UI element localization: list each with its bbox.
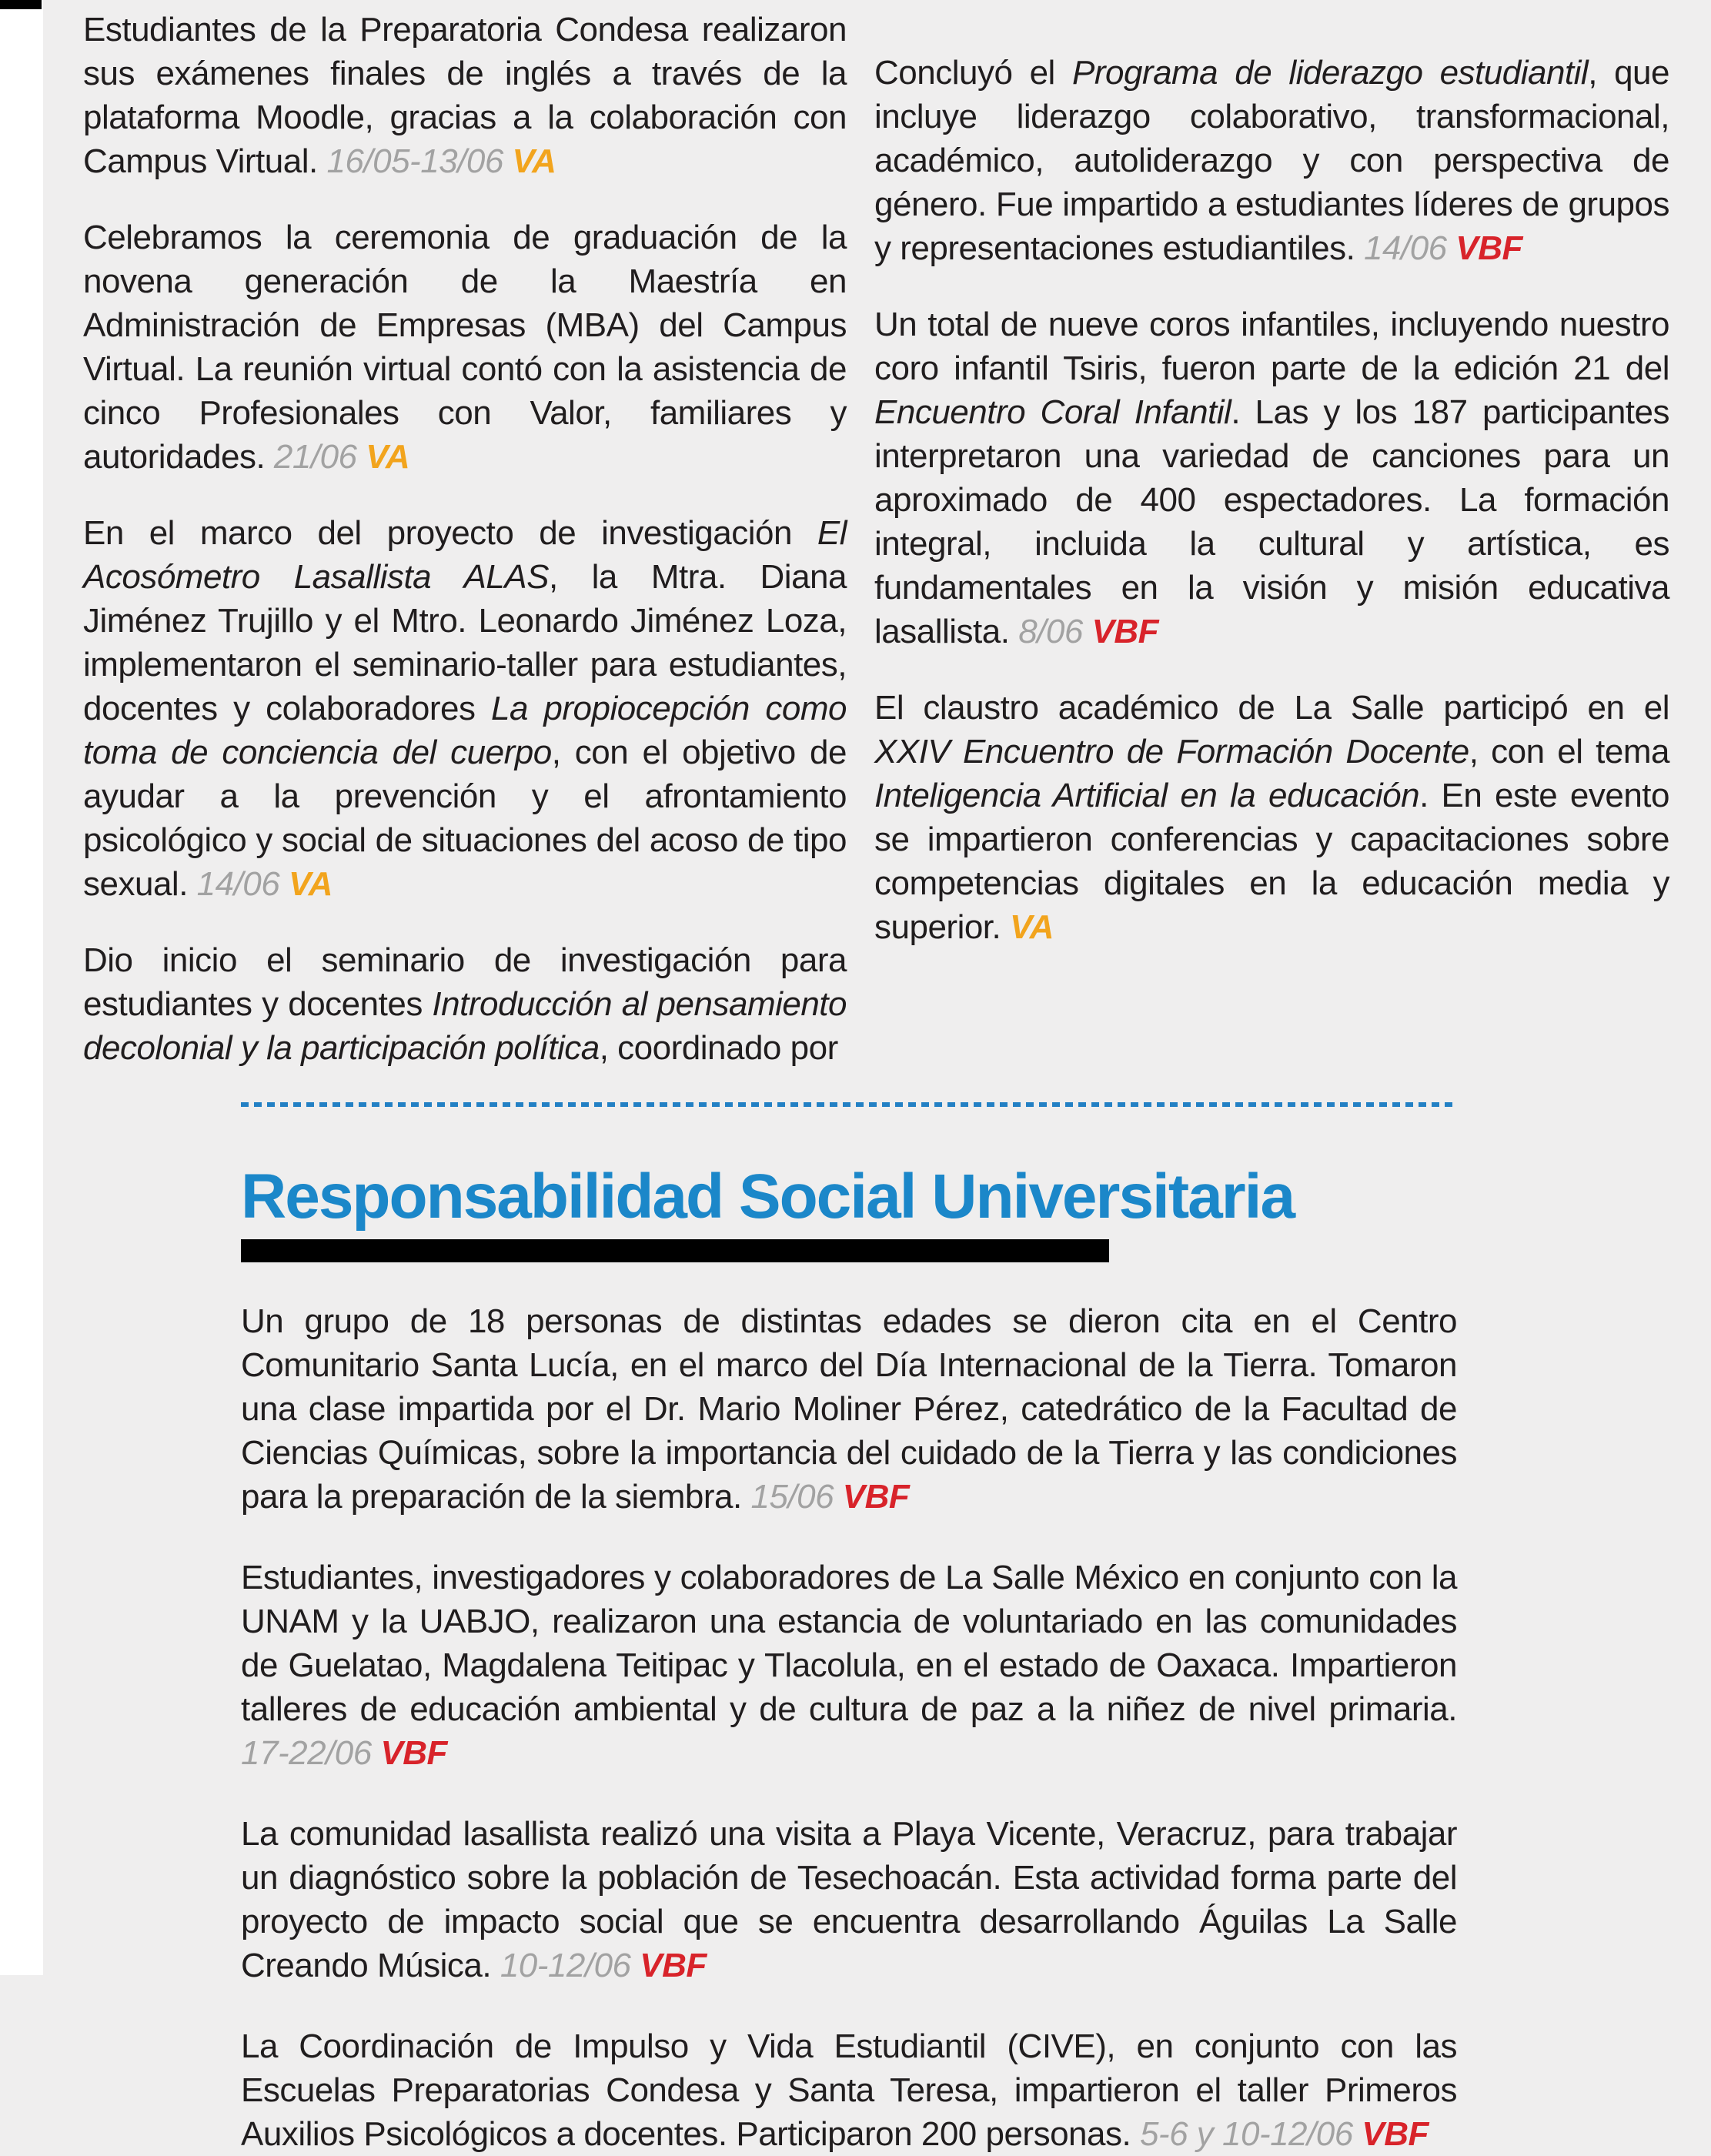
text-segment-text: . Las y los 187 participantes interpretaron una variedad de canciones para un aproximado de 400 espectadores. La formación integral, incluida la cultural y artística, es fundamentales en la visión y misión educativa lasallista. xyxy=(874,393,1669,650)
title-underline-bar xyxy=(241,1239,1109,1262)
text-segment-tag-vbf: VBF xyxy=(1362,2115,1429,2154)
text-segment-italic: El Acosómetro Lasallista ALAS xyxy=(83,514,847,596)
text-segment-text: , que incluye liderazgo colaborativo, transformacional, académico, autoliderazgo y con perspectiva de género. Fue impartido a estudiantes líderes de grupos y representaciones estudiantiles. xyxy=(874,54,1669,267)
text-segment-tag-vbf: VBF xyxy=(842,1478,910,1516)
news-column-left xyxy=(83,8,847,1070)
text-segment-text: Un grupo de 18 personas de distintas edades se dieron cita en el Centro Comunitario Santa Lucía, en el marco del Día Internacional de la Tierra. Tomaron una clase impartida por el Dr. Mario Moliner Pérez, catedrático de la Facultad de Ciencias Químicas, sobre la importancia del cuidado de la Tierra y las condiciones para la preparación de la siembra. xyxy=(241,1302,1457,1516)
news-paragraph-decolonial-seminar xyxy=(83,938,847,1070)
text-segment-text: La comunidad lasallista realizó una visita a Playa Vicente, Veracruz, para trabajar un diagnóstico sobre la población de Tesechoacán. Esta actividad forma parte del proyecto de impacto social que se encuentra desarrollando Águilas La Salle Creando Música. xyxy=(241,1815,1457,1985)
text-segment-date: 16/05-13/06 xyxy=(326,142,513,180)
page-content xyxy=(43,0,1711,2154)
text-segment-text: Estudiantes, investigadores y colaboradores de La Salle México en conjunto con la UNAM y la UABJO, realizaron una estancia de voluntariado en las comunidades de Guelatao, Magdalena Teitipac y Tlacolula, en el estado de Oaxaca. Impartieron talleres de educación ambiental y de cultura de paz a la niñez de nivel primaria. xyxy=(241,1559,1457,1729)
news-paragraph-acosometro-seminar xyxy=(83,511,847,906)
text-segment-text: , coordinado por xyxy=(599,1029,838,1067)
text-segment-text: Concluyó el xyxy=(874,54,1072,92)
text-segment-text: , con el objetivo de ayudar a la prevención y el afrontamiento psicológico y social de situaciones del acoso de tipo sexual. xyxy=(83,734,847,903)
text-segment-tag-va: VA xyxy=(512,142,556,180)
text-segment-date: 15/06 xyxy=(750,1478,843,1516)
text-segment-text: Celebramos la ceremonia de graduación de la novena generación de la Maestría en Administración de Empresas (MBA) del Campus Virtual. La reunión virtual contó con la asistencia de cinco Profesionales con Valor, familiares y autoridades. xyxy=(83,219,847,476)
text-segment-text: . En este evento se impartieron conferencias y capacitaciones sobre competencias digitales en la educación media y superior. xyxy=(874,777,1669,946)
text-segment-italic: Introducción al pensamiento decolonial y la participación política xyxy=(83,985,847,1067)
text-segment-text: En el marco del proyecto de investigación xyxy=(83,514,817,552)
text-segment-italic: XXIV Encuentro de Formación Docente xyxy=(874,733,1469,770)
text-segment-date: 14/06 xyxy=(196,865,289,903)
rsu-paragraph-oaxaca-volunteering xyxy=(241,1556,1457,1775)
text-segment-date: 17-22/06 xyxy=(241,1734,381,1773)
crop-mark xyxy=(0,0,42,9)
text-segment-italic: Inteligencia Artificial en la educación xyxy=(874,777,1420,814)
text-segment-text: Estudiantes de la Preparatoria Condesa realizaron sus exámenes finales de inglés a través de la plataforma Moodle, gracias a la colaboración con Campus Virtual. xyxy=(83,11,847,180)
text-segment-text: Un total de nueve coros infantiles, incluyendo nuestro coro infantil Tsiris, fueron parte de la edición 21 del xyxy=(874,306,1669,387)
news-column-right xyxy=(874,8,1669,949)
news-paragraph-moodle-exams xyxy=(83,8,847,183)
news-paragraph-children-choirs xyxy=(874,303,1669,653)
rsu-paragraph-first-aid-workshop xyxy=(241,2024,1457,2156)
text-segment-date: 8/06 xyxy=(1018,613,1092,650)
text-segment-italic: La propiocepción como toma de conciencia del cuerpo xyxy=(83,690,847,771)
text-segment-italic: Encuentro Coral Infantil xyxy=(874,393,1231,431)
news-columns xyxy=(83,8,1669,1070)
news-paragraph-leadership-program xyxy=(874,51,1669,270)
text-segment-text: El claustro académico de La Salle participó en el xyxy=(874,689,1669,727)
section-title: Responsabilidad Social Universitaria xyxy=(241,1162,1295,1232)
text-segment-text: La Coordinación de Impulso y Vida Estudiantil (CIVE), en conjunto con las Escuelas Preparatorias Condesa y Santa Teresa, impartieron el taller Primeros Auxilios Psicológicos a docentes. Participaron 200 personas. xyxy=(241,2027,1457,2154)
rsu-paragraph-playa-vicente-visit xyxy=(241,1812,1457,1987)
news-paragraph-mba-graduation xyxy=(83,216,847,479)
social-responsibility-section xyxy=(241,1102,1457,2156)
text-segment-date: 5-6 y 10-12/06 xyxy=(1139,2115,1362,2154)
text-segment-text: , con el tema xyxy=(1469,733,1669,770)
text-segment-tag-vbf: VBF xyxy=(380,1734,447,1773)
text-segment-tag-vbf: VBF xyxy=(1091,613,1159,650)
section-paragraphs xyxy=(241,1299,1457,2156)
text-segment-date: 14/06 xyxy=(1364,229,1456,267)
text-segment-text: Dio inicio el seminario de investigación para estudiantes y docentes xyxy=(83,941,847,1023)
page-left-margin xyxy=(0,0,43,1975)
text-segment-date: 21/06 xyxy=(273,438,366,476)
text-segment-tag-vbf: VBF xyxy=(640,1947,707,1985)
text-segment-italic: Programa de liderazgo estudiantil xyxy=(1071,54,1589,92)
text-segment-date: 10-12/06 xyxy=(500,1947,640,1985)
text-segment-tag-vbf: VBF xyxy=(1455,229,1522,267)
text-segment-tag-va: VA xyxy=(366,438,410,476)
rsu-paragraph-earth-day-class xyxy=(241,1299,1457,1519)
text-segment-tag-va: VA xyxy=(288,865,333,903)
dashed-divider xyxy=(241,1102,1457,1107)
text-segment-tag-va: VA xyxy=(1009,908,1054,946)
text-segment-text: , la Mtra. Diana Jiménez Trujillo y el Mtro. Leonardo Jiménez Loza, implementaron el seminario-taller para estudiantes, docentes y colaboradores xyxy=(83,558,847,727)
news-paragraph-teacher-training xyxy=(874,686,1669,949)
